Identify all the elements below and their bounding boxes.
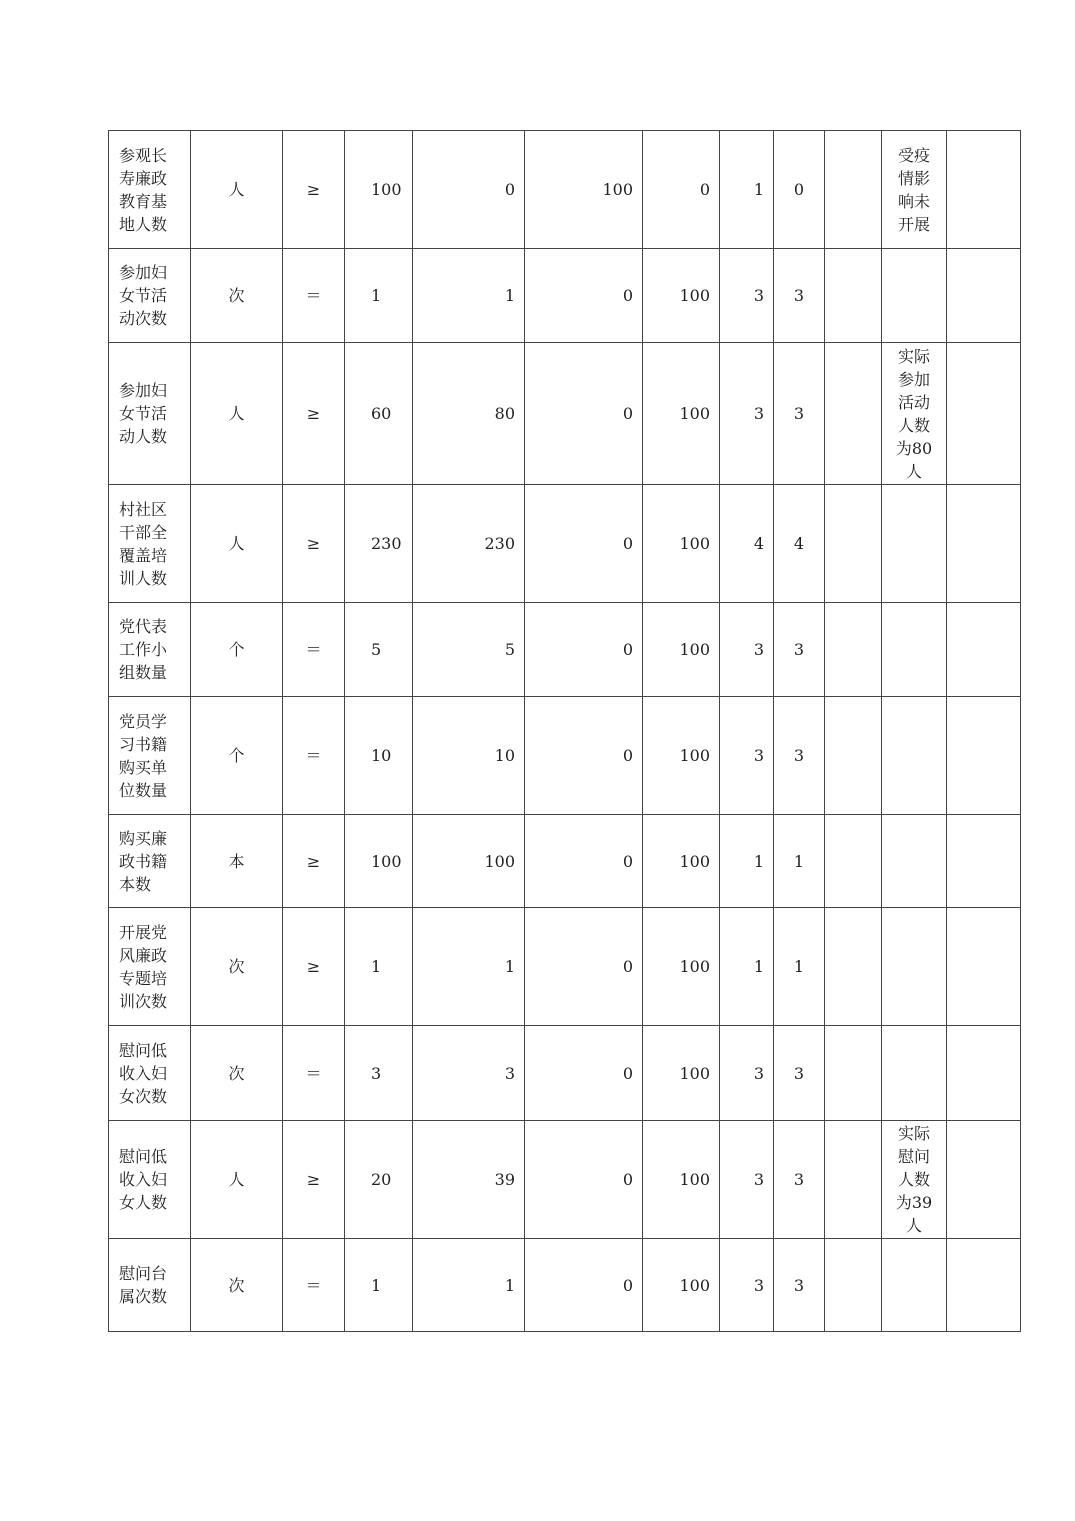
score-cell: 1 <box>774 908 825 1026</box>
note-cell <box>882 131 947 249</box>
table-row <box>109 603 1021 697</box>
unit-cell: 次 <box>191 908 283 1026</box>
weight-cell: 3 <box>720 1239 774 1332</box>
blank-cell <box>825 603 882 697</box>
actual-value-cell: 1 <box>413 249 525 343</box>
actual-value-cell: 0 <box>413 131 525 249</box>
actual-value-cell: 10 <box>413 697 525 815</box>
operator-cell: ≥ <box>283 908 345 1026</box>
target-value-cell: 3 <box>345 1026 413 1121</box>
table-row <box>109 131 1021 249</box>
note-cell <box>882 249 947 343</box>
blank-cell <box>825 815 882 908</box>
actual-value-cell: 3 <box>413 1026 525 1121</box>
actual-value-cell: 39 <box>413 1121 525 1239</box>
note-cell <box>882 908 947 1026</box>
weight-cell: 3 <box>720 603 774 697</box>
blank-cell <box>825 249 882 343</box>
unit-cell: 人 <box>191 343 283 485</box>
target-value-cell: 60 <box>345 343 413 485</box>
table-row <box>109 249 1021 343</box>
actual-value-cell: 80 <box>413 343 525 485</box>
score-cell: 1 <box>774 815 825 908</box>
indicator-name: 慰问低收入妇女次数 <box>119 1040 168 1106</box>
indicator-name-cell <box>109 249 191 343</box>
indicator-name-cell <box>109 908 191 1026</box>
blank-cell <box>825 1121 882 1239</box>
score-cell: 3 <box>774 343 825 485</box>
deviation-cell: 0 <box>525 1239 643 1332</box>
indicator-name: 购买廉政书籍本数 <box>119 828 168 894</box>
extra-cell <box>947 908 1021 1026</box>
actual-value-cell: 100 <box>413 815 525 908</box>
extra-cell <box>947 485 1021 603</box>
target-value-cell: 1 <box>345 1239 413 1332</box>
score-cell: 3 <box>774 603 825 697</box>
indicator-name-cell <box>109 1026 191 1121</box>
target-value-cell: 1 <box>345 249 413 343</box>
blank-cell <box>825 131 882 249</box>
target-value-cell: 100 <box>345 131 413 249</box>
operator-cell: ＝ <box>283 603 345 697</box>
weight-cell: 3 <box>720 249 774 343</box>
operator-cell: ≥ <box>283 815 345 908</box>
blank-cell <box>825 485 882 603</box>
indicator-name: 参加妇女节活动人数 <box>119 381 168 446</box>
blank-cell <box>825 697 882 815</box>
indicator-name-cell <box>109 697 191 815</box>
indicator-name-cell <box>109 1121 191 1239</box>
unit-cell: 次 <box>191 1239 283 1332</box>
target-value-cell: 100 <box>345 815 413 908</box>
target-value-cell: 5 <box>345 603 413 697</box>
note-cell <box>882 815 947 908</box>
table-row <box>109 1026 1021 1121</box>
table-row <box>109 1121 1021 1239</box>
actual-value-cell: 1 <box>413 908 525 1026</box>
indicator-name-cell <box>109 815 191 908</box>
indicator-name-cell <box>109 131 191 249</box>
note-cell <box>882 1239 947 1332</box>
deviation-cell: 0 <box>525 1121 643 1239</box>
target-value-cell: 1 <box>345 908 413 1026</box>
score-cell: 3 <box>774 1121 825 1239</box>
indicator-name: 党代表工作小组数量 <box>119 617 168 682</box>
weight-cell: 1 <box>720 815 774 908</box>
operator-cell: ≥ <box>283 1121 345 1239</box>
actual-value-cell: 5 <box>413 603 525 697</box>
deviation-cell: 0 <box>525 249 643 343</box>
score-cell: 3 <box>774 697 825 815</box>
table-row <box>109 815 1021 908</box>
note-cell <box>882 1121 947 1239</box>
performance-table <box>108 130 1021 1332</box>
extra-cell <box>947 1121 1021 1239</box>
weight-cell: 1 <box>720 908 774 1026</box>
note-cell <box>882 485 947 603</box>
deviation-cell: 0 <box>525 343 643 485</box>
actual-value-cell: 230 <box>413 485 525 603</box>
table-row <box>109 1239 1021 1332</box>
note-text: 实际参加活动人数为80人 <box>895 346 933 481</box>
indicator-name-cell <box>109 603 191 697</box>
note-text: 受疫情影响未开展 <box>897 145 930 234</box>
indicator-name: 慰问台属次数 <box>119 1264 168 1306</box>
target-value-cell: 20 <box>345 1121 413 1239</box>
operator-cell: ≥ <box>283 343 345 485</box>
operator-cell: ＝ <box>283 249 345 343</box>
completion-rate-cell: 100 <box>643 1239 720 1332</box>
score-cell: 3 <box>774 1239 825 1332</box>
actual-value-cell: 1 <box>413 1239 525 1332</box>
weight-cell: 1 <box>720 131 774 249</box>
deviation-cell: 100 <box>525 131 643 249</box>
weight-cell: 3 <box>720 1026 774 1121</box>
note-cell <box>882 697 947 815</box>
score-cell: 3 <box>774 1026 825 1121</box>
unit-cell: 个 <box>191 697 283 815</box>
extra-cell <box>947 697 1021 815</box>
extra-cell <box>947 815 1021 908</box>
completion-rate-cell: 100 <box>643 485 720 603</box>
deviation-cell: 0 <box>525 1026 643 1121</box>
completion-rate-cell: 100 <box>643 343 720 485</box>
table-row <box>109 485 1021 603</box>
table-row <box>109 343 1021 485</box>
weight-cell: 3 <box>720 1121 774 1239</box>
target-value-cell: 230 <box>345 485 413 603</box>
unit-cell: 次 <box>191 1026 283 1121</box>
indicator-name: 参观长寿廉政教育基地人数 <box>119 145 168 234</box>
score-cell: 3 <box>774 249 825 343</box>
unit-cell: 人 <box>191 131 283 249</box>
operator-cell: ≥ <box>283 485 345 603</box>
completion-rate-cell: 100 <box>643 815 720 908</box>
target-value-cell: 10 <box>345 697 413 815</box>
note-cell <box>882 343 947 485</box>
note-cell <box>882 1026 947 1121</box>
indicator-name: 开展党风廉政专题培训次数 <box>119 922 168 1011</box>
deviation-cell: 0 <box>525 603 643 697</box>
deviation-cell: 0 <box>525 485 643 603</box>
extra-cell <box>947 603 1021 697</box>
table-row <box>109 908 1021 1026</box>
blank-cell <box>825 908 882 1026</box>
indicator-name: 党员学习书籍购买单位数量 <box>119 711 168 800</box>
deviation-cell: 0 <box>525 697 643 815</box>
unit-cell: 本 <box>191 815 283 908</box>
completion-rate-cell: 100 <box>643 1121 720 1239</box>
blank-cell <box>825 1239 882 1332</box>
indicator-name: 村社区干部全覆盖培训人数 <box>119 499 168 588</box>
extra-cell <box>947 249 1021 343</box>
extra-cell <box>947 343 1021 485</box>
score-cell: 4 <box>774 485 825 603</box>
unit-cell: 人 <box>191 485 283 603</box>
extra-cell <box>947 1026 1021 1121</box>
indicator-name-cell <box>109 343 191 485</box>
extra-cell <box>947 1239 1021 1332</box>
weight-cell: 3 <box>720 343 774 485</box>
indicator-name-cell <box>109 1239 191 1332</box>
completion-rate-cell: 100 <box>643 1026 720 1121</box>
indicator-name: 慰问低收入妇女人数 <box>119 1147 168 1212</box>
operator-cell: ＝ <box>283 697 345 815</box>
indicator-name: 参加妇女节活动次数 <box>119 263 168 328</box>
table-row <box>109 697 1021 815</box>
indicator-name-cell <box>109 485 191 603</box>
deviation-cell: 0 <box>525 908 643 1026</box>
completion-rate-cell: 100 <box>643 697 720 815</box>
extra-cell <box>947 131 1021 249</box>
blank-cell <box>825 1026 882 1121</box>
completion-rate-cell: 100 <box>643 249 720 343</box>
note-text: 实际慰问人数为39人 <box>895 1124 933 1235</box>
completion-rate-cell: 100 <box>643 908 720 1026</box>
operator-cell: ＝ <box>283 1239 345 1332</box>
weight-cell: 3 <box>720 697 774 815</box>
score-cell: 0 <box>774 131 825 249</box>
unit-cell: 次 <box>191 249 283 343</box>
blank-cell <box>825 343 882 485</box>
weight-cell: 4 <box>720 485 774 603</box>
completion-rate-cell: 0 <box>643 131 720 249</box>
operator-cell: ≥ <box>283 131 345 249</box>
deviation-cell: 0 <box>525 815 643 908</box>
unit-cell: 个 <box>191 603 283 697</box>
completion-rate-cell: 100 <box>643 603 720 697</box>
note-cell <box>882 603 947 697</box>
unit-cell: 人 <box>191 1121 283 1239</box>
operator-cell: ＝ <box>283 1026 345 1121</box>
